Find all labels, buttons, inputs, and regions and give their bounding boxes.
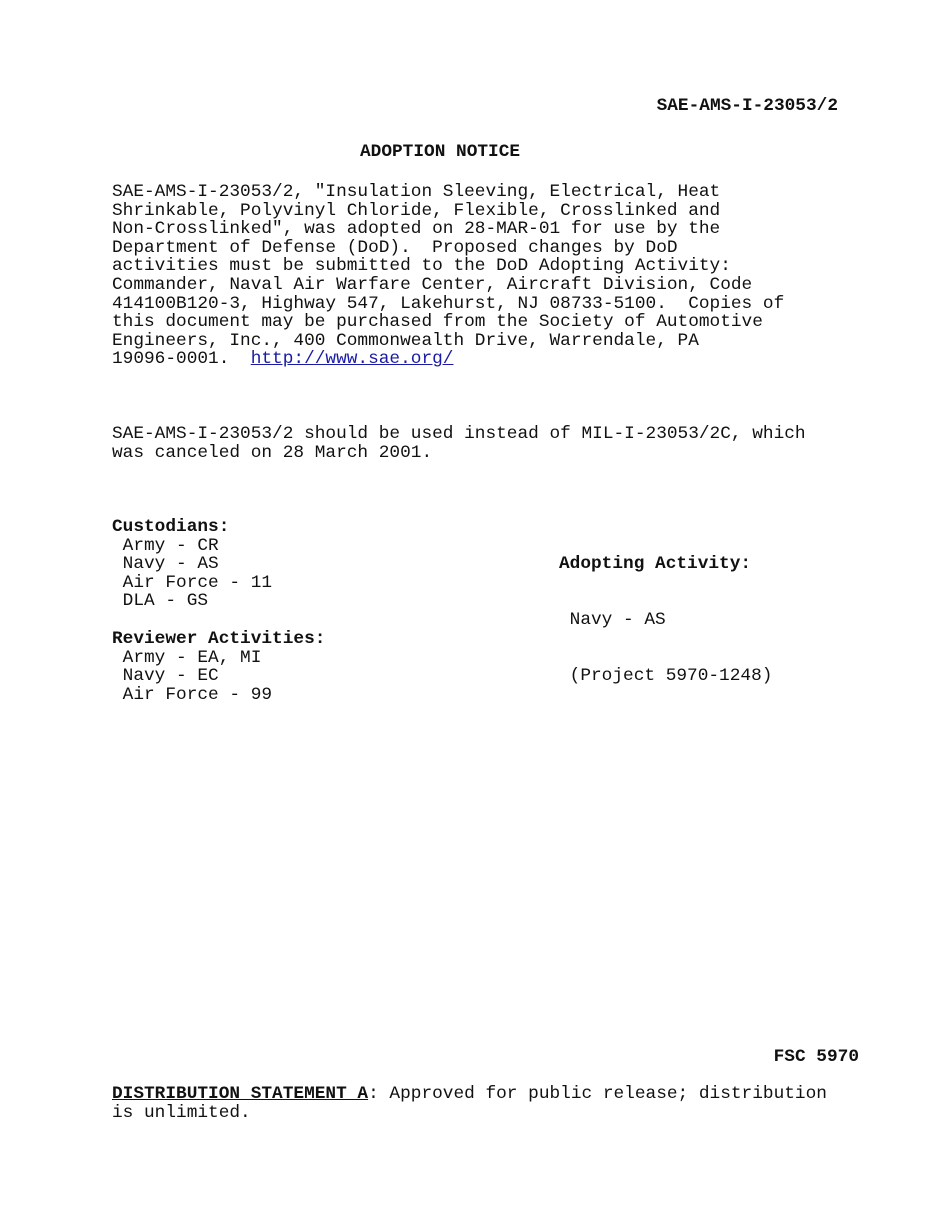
adopting-activity-item: (Project 5970-1248) [559, 665, 773, 686]
paragraph-line: Department of Defense (DoD). Proposed changes by DoD [112, 237, 678, 258]
paragraph-line: 414100B120-3, Highway 547, Lakehurst, NJ 08733-5100. Copies of [112, 293, 785, 314]
paragraph-line: Engineers, Inc., 400 Commonwealth Drive, Warrendale, PA [112, 330, 699, 351]
adopting-activity-item: Navy - AS [559, 609, 666, 630]
custodian-item: Air Force - 11 [112, 572, 273, 593]
reviewer-item: Navy - EC [112, 666, 219, 687]
custodian-item: Navy - AS [112, 554, 219, 575]
custodians-block [112, 518, 272, 611]
paragraph-line: SAE-AMS-I-23053/2, "Insulation Sleeving, Electrical, Heat [112, 182, 721, 202]
distribution-label: DISTRIBUTION STATEMENT A [112, 1084, 369, 1104]
distribution-statement [112, 1085, 827, 1122]
adopting-activity-block [559, 518, 772, 704]
reviewer-activities-label: Reviewer Activities: [112, 629, 326, 649]
paragraph-line: SAE-AMS-I-23053/2 should be used instead of MIL-I-23053/2C, which [112, 424, 806, 444]
custodian-item: Army - CR [112, 535, 219, 556]
reviewer-activities-block [112, 630, 325, 704]
paragraph-line: Non-Crosslinked", was adopted on 28-MAR-01 for use by the [112, 219, 721, 240]
custodian-item: DLA - GS [112, 591, 209, 612]
sae-website-link[interactable]: http://www.sae.org/ [250, 349, 454, 370]
paragraph-line: this document may be purchased from the Society of Automotive [112, 312, 763, 333]
distribution-text: : Approved for public release; distribution [368, 1084, 827, 1104]
distribution-text-continued: is unlimited. [112, 1102, 251, 1123]
reviewer-item: Air Force - 99 [112, 684, 273, 705]
supersession-paragraph [112, 425, 806, 462]
paragraph-line: activities must be submitted to the DoD Adopting Activity: [112, 256, 731, 277]
paragraph-last-line [112, 350, 784, 369]
page-title: ADOPTION NOTICE [360, 142, 521, 162]
zip-code-text: 19096-0001. [112, 349, 251, 370]
adoption-paragraph [112, 183, 784, 369]
custodians-label: Custodians: [112, 517, 230, 537]
fsc-code: FSC 5970 [773, 1047, 859, 1067]
reviewer-item: Army - EA, MI [112, 647, 262, 668]
paragraph-line: was canceled on 28 March 2001. [112, 442, 433, 463]
adopting-activity-label: Adopting Activity: [559, 554, 752, 575]
document-id: SAE-AMS-I-23053/2 [656, 96, 838, 116]
paragraph-line: Commander, Naval Air Warfare Center, Aircraft Division, Code [112, 274, 753, 295]
paragraph-line: Shrinkable, Polyvinyl Chloride, Flexible, Crosslinked and [112, 200, 721, 221]
